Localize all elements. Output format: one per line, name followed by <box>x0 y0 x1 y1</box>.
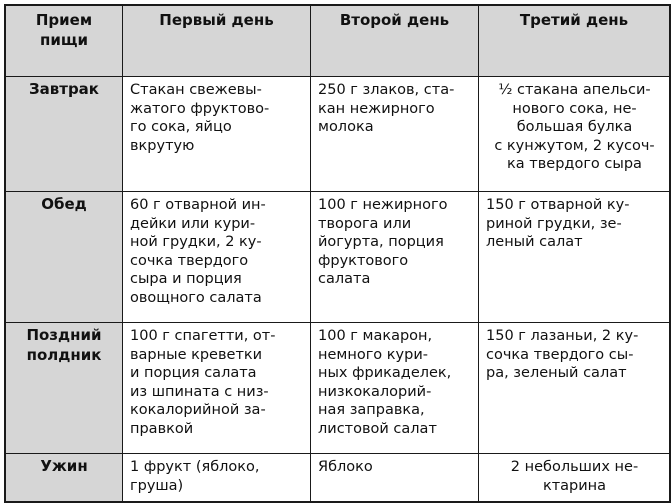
text-line: из шпината с низ- <box>130 383 269 400</box>
text-line: Яблоко <box>318 459 373 475</box>
text-line: ная заправка, <box>318 402 425 419</box>
cell-dinner-day3 <box>479 454 671 502</box>
meal-late-snack-line1: Поздний <box>26 326 102 344</box>
text-line: варные креветки <box>130 346 263 363</box>
text-line: ных фрикаделек, <box>318 365 452 382</box>
text-line: большая булка <box>516 119 633 136</box>
header-row <box>5 5 670 77</box>
table-header <box>5 5 670 77</box>
meal-late-snack <box>5 323 123 454</box>
text-line: леный салат <box>486 234 583 251</box>
table-row-breakfast <box>5 77 670 192</box>
cell-lunch-day2 <box>311 192 479 323</box>
text-line: 2 небольших не- <box>510 459 639 475</box>
cell-late-snack-day1 <box>123 323 311 454</box>
text-line: 150 г отварной ку- <box>486 197 630 213</box>
text-line: ка твердого сыра <box>507 156 642 173</box>
header-meal-line2: пищи <box>40 31 88 49</box>
text-line: ной грудки, 2 ку- <box>130 234 262 251</box>
text-line: 100 г нежирного <box>318 197 448 213</box>
table-body <box>5 77 670 502</box>
cell-dinner-day2 <box>311 454 479 502</box>
header-meal-line1: Прием <box>35 11 93 29</box>
text-line: 250 г злаков, ста- <box>318 82 455 98</box>
text-line: 1 фрукт (яблоко, <box>130 459 260 475</box>
text-line: йогурта, порция <box>318 234 444 251</box>
meal-lunch: Обед <box>5 192 123 323</box>
header-day1: Первый день <box>123 5 311 77</box>
text-line: риной грудки, зе- <box>486 215 622 232</box>
text-line: листовой салат <box>318 420 437 437</box>
cell-late-snack-day3 <box>479 323 671 454</box>
text-line: овощного салата <box>130 289 262 306</box>
header-day2: Второй день <box>311 5 479 77</box>
text-line: вкрутую <box>130 137 195 154</box>
text-line: 150 г лазаньи, 2 ку- <box>486 328 639 344</box>
text-line: кан нежирного <box>318 100 435 117</box>
text-line: молока <box>318 119 374 136</box>
text-line: 100 г макарон, <box>318 328 433 344</box>
text-line: го сока, яйцо <box>130 119 232 136</box>
text-line: жатого фруктово- <box>130 100 270 117</box>
cell-breakfast-day1 <box>123 77 311 192</box>
cell-lunch-day3 <box>479 192 671 323</box>
text-line: 100 г спагетти, от- <box>130 328 276 344</box>
header-meal <box>5 5 123 77</box>
table-row-late-snack <box>5 323 670 454</box>
text-line: ктарина <box>542 477 607 494</box>
text-line: сыра и порция <box>130 271 242 288</box>
text-line: и порция салата <box>130 365 257 382</box>
text-line: фруктового <box>318 252 409 269</box>
table-row-lunch <box>5 192 670 323</box>
text-line: ½ стакана апельси- <box>498 82 651 98</box>
meal-late-snack-line2: полдник <box>26 346 102 364</box>
text-line: сочка твердого <box>130 252 249 269</box>
text-line: немного кури- <box>318 346 428 363</box>
text-line: нового сока, не- <box>512 100 637 117</box>
text-line: Стакан свежевы- <box>130 82 262 98</box>
text-line: дейки или кури- <box>130 215 256 232</box>
text-line: салата <box>318 271 371 288</box>
cell-breakfast-day2 <box>311 77 479 192</box>
text-line: творога или <box>318 215 412 232</box>
text-line: сочка твердого сы- <box>486 346 634 363</box>
text-line: 60 г отварной ин- <box>130 197 266 213</box>
meal-breakfast: Завтрак <box>5 77 123 192</box>
meal-dinner: Ужин <box>5 454 123 502</box>
cell-lunch-day1 <box>123 192 311 323</box>
text-line: ра, зеленый салат <box>486 365 627 382</box>
cell-dinner-day1 <box>123 454 311 502</box>
text-line: низкокалорий- <box>318 383 432 400</box>
text-line: правкой <box>130 420 194 437</box>
meal-plan-table <box>4 4 671 503</box>
cell-breakfast-day3 <box>479 77 671 192</box>
cell-late-snack-day2 <box>311 323 479 454</box>
text-line: кокалорийной за- <box>130 402 266 419</box>
text-line: груша) <box>130 477 184 494</box>
text-line: с кунжутом, 2 кусоч- <box>494 137 655 154</box>
header-day3: Третий день <box>479 5 671 77</box>
table-row-dinner <box>5 454 670 502</box>
